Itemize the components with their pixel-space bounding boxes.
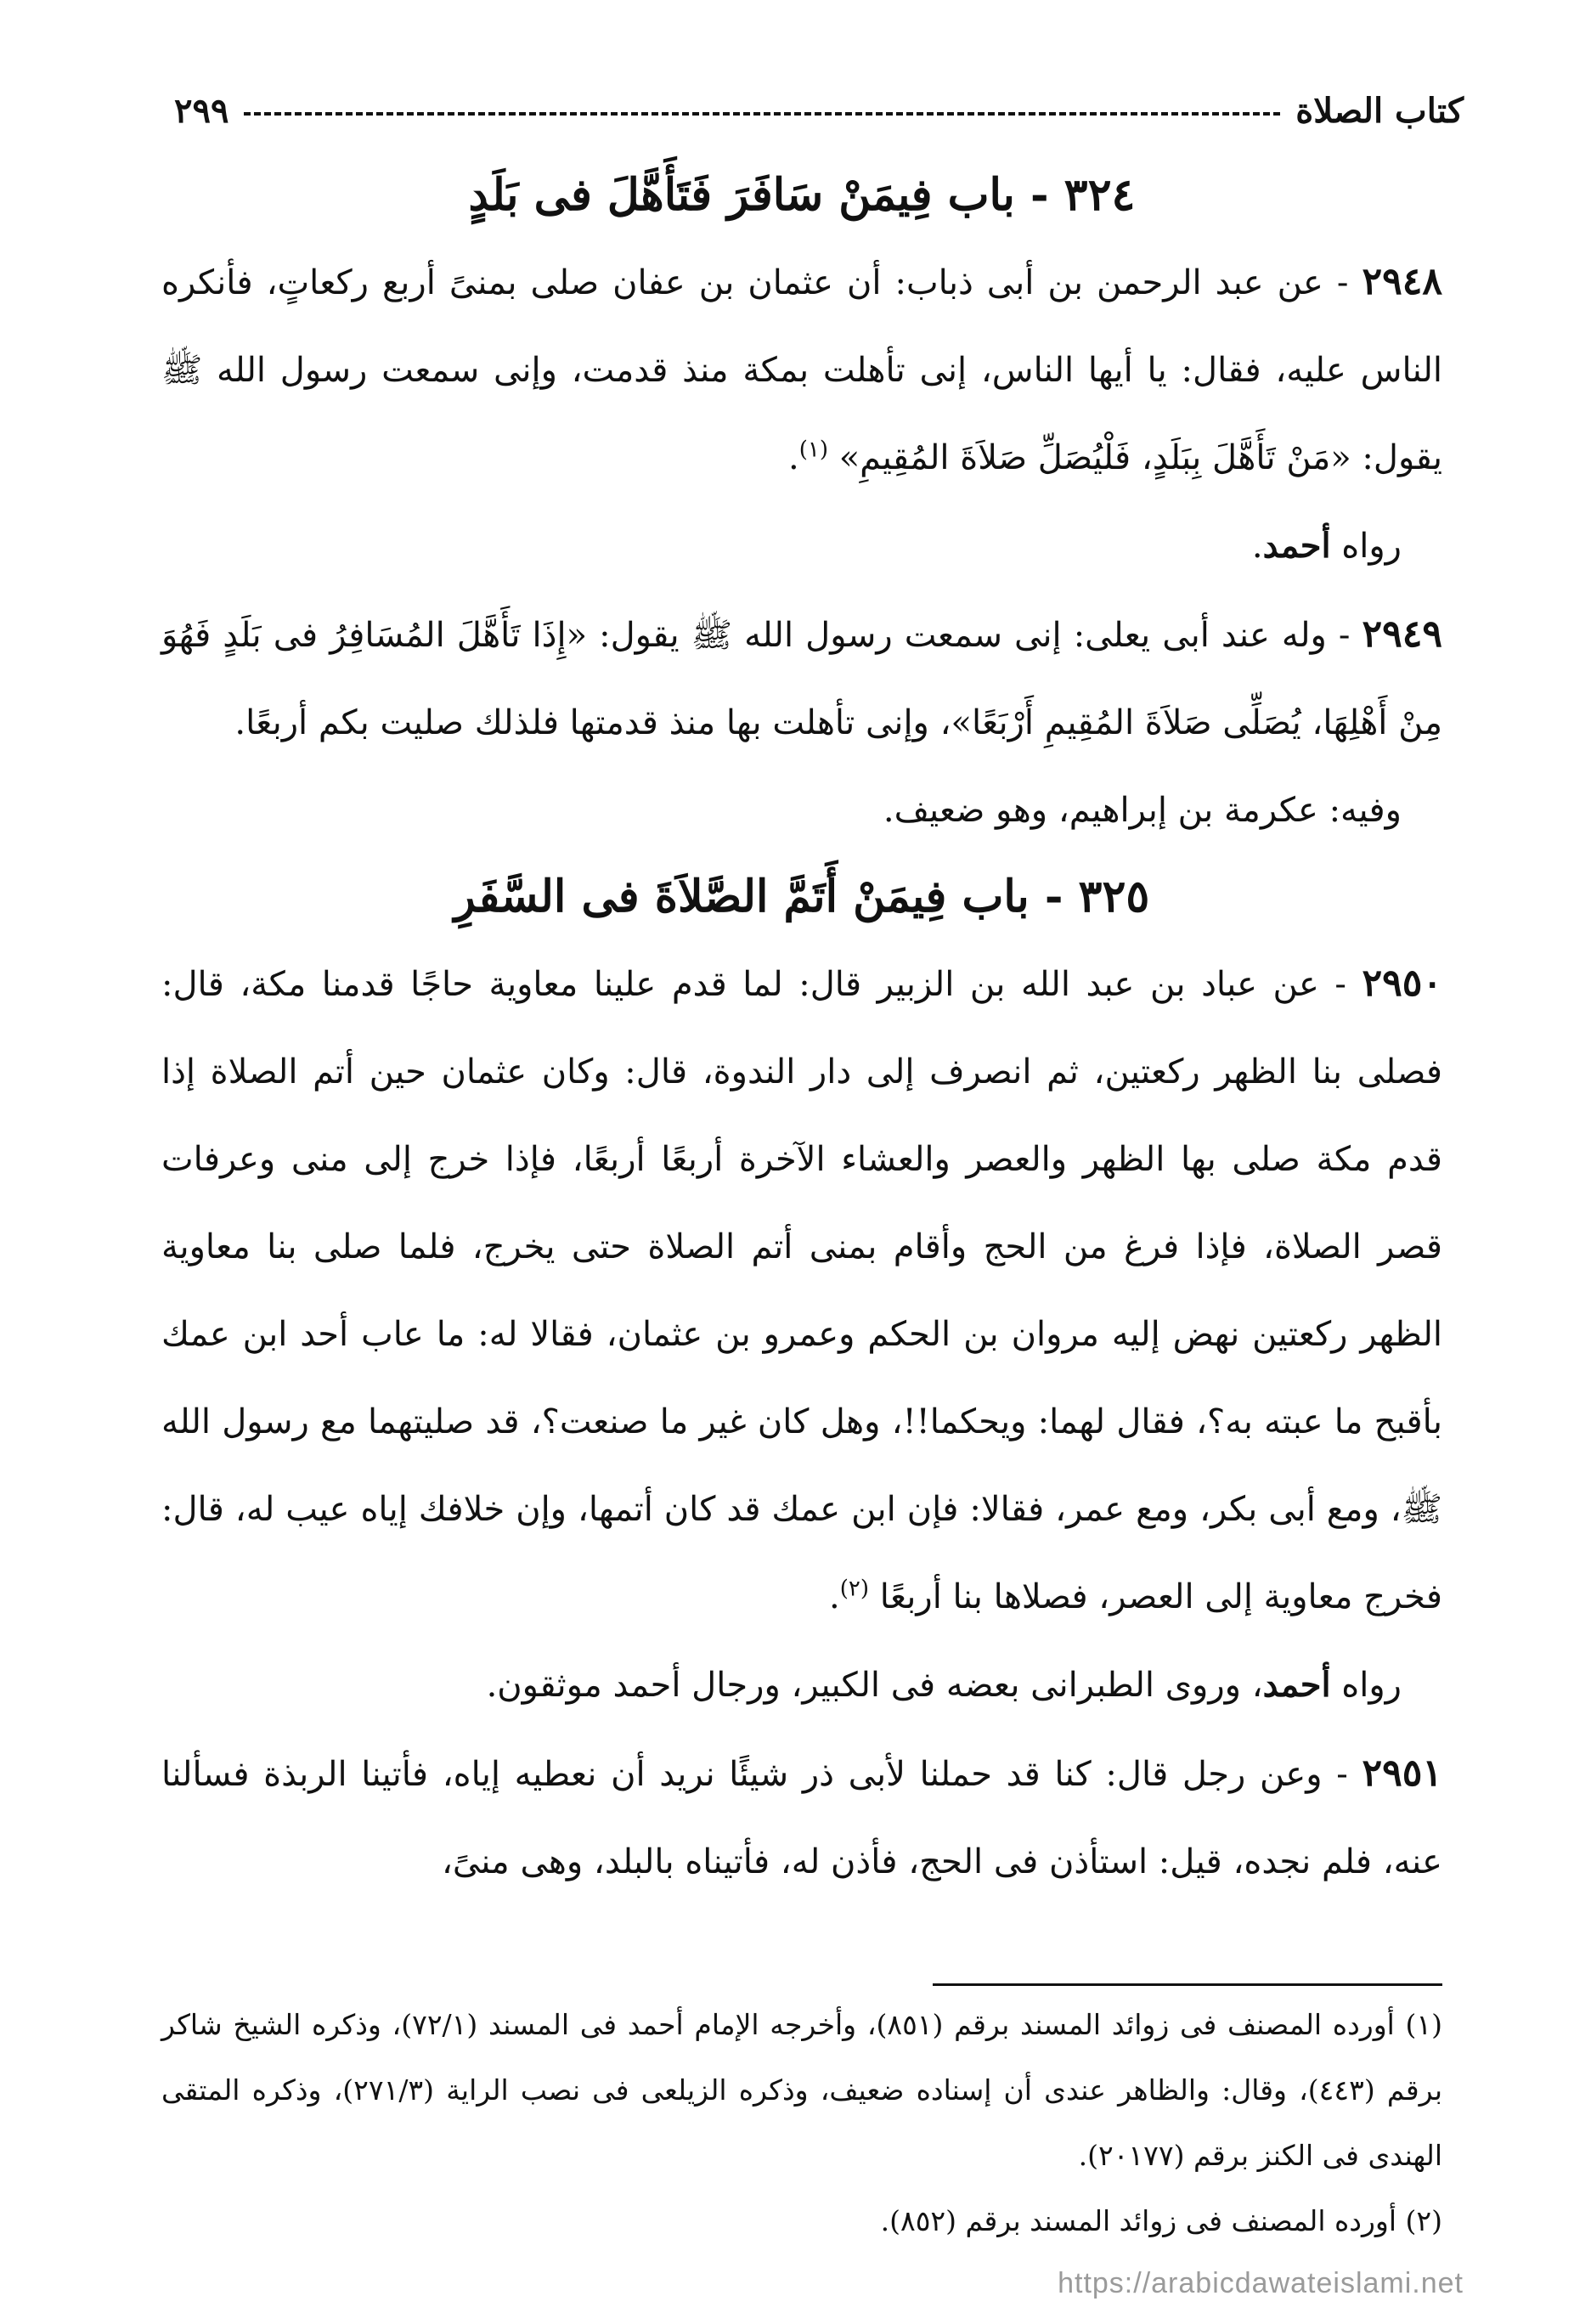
hadith-number: ٢٩٤٩ bbox=[1362, 612, 1442, 656]
running-header bbox=[174, 81, 1464, 140]
hadith-text: عن عباد بن عبد الله بن الزبير قال: لما قدم علينا معاوية حاجًا قدمنا مكة، قال: فصلى بنا الظهر ركعتين، ثم انصرف إلى دار الندوة، قال: وكان عثمان حين أتم الصلاة إذا قدم مكة صلى بها الظهر والعصر والعشاء الآخرة أربعًا أربعًا، فإذا خرج إلى منى وعرفات قصر الصلاة، فإذا فرغ من الحج وأقام بمنى أتم الصلاة حتى يخرج، فلما صلى بنا معاوية الظهر ركعتين نهض إليه مروان بن الحكم وعمرو بن عثمان، فقالا له: ما عاب أحد ابن عمك بأقبح ما عبته به؟، فقال لهما: ويحكما!!، وهل كان غير ما صنعت؟، قد صليتهما مع رسول الله ﷺ، ومع أبى بكر، ومع عمر، فقالا: فإن ابن عمك قد كان أتمها، وإن خلافك إياه عيب له، قال: فخرج معاوية إلى العصر، فصلاها بنا أربعًا bbox=[161, 965, 1443, 1616]
hadith-source bbox=[161, 502, 1442, 590]
hadith-2948: ٢٩٤٨ - عن عبد الرحمن بن أبى ذباب: أن عثمان بن عفان صلى بمنىً أربع ركعاتٍ، فأنكره الناس عليه، فقال: يا أيها الناس، إنى تأهلت بمكة منذ قدمت، وإنى سمعت رسول الله ﷺ يقول: «مَنْ تَأَهَّلَ بِبَلَدٍ، فَلْيُصَلِّ صَلاَةَ المُقِيمِ» $^{(١)}$. bbox=[161, 260, 1442, 477]
source-prefix: رواه bbox=[1341, 1666, 1402, 1705]
source-name: أحمد bbox=[1262, 526, 1331, 566]
hadith-2950: ٢٩٥٠ - عن عباد بن عبد الله بن الزبير قال: لما قدم علينا معاوية حاجًا قدمنا مكة، قال: فصلى بنا الظهر ركعتين، ثم انصرف إلى دار الندوة، قال: وكان عثمان حين أتم الصلاة إذا قدم مكة صلى بها الظهر والعصر والعشاء الآخرة أربعًا أربعًا، فإذا خرج إلى منى وعرفات قصر الصلاة، فإذا فرغ من الحج وأقام بمنى أتم الصلاة حتى يخرج، فلما صلى بنا معاوية الظهر ركعتين نهض إليه مروان بن الحكم وعمرو بن عثمان، فقالا له: ما عاب أحد ابن عمك بأقبح ما عبته به؟، فقال لهما: ويحكما!!، وهل كان غير ما صنعت؟، قد صليتهما مع رسول الله ﷺ، ومع أبى بكر، ومع عمر، فقالا: فإن ابن عمك قد كان أتمها، وإن خلافك إياه عيب له، قال: فخرج معاوية إلى العصر، فصلاها بنا أربعًا $^{(٢)}$. bbox=[161, 962, 1443, 1616]
chapter-heading-324: ٣٢٤ - باب فِيمَنْ سَافَرَ فَتَأَهَّلَ فى بَلَدٍ bbox=[468, 169, 1136, 221]
footnote-2: (٢) أورده المصنف فى زوائد المسند برقم (٨٥٢). bbox=[880, 2204, 1442, 2237]
source-rest: . bbox=[1251, 527, 1263, 566]
page-number: ٢٩٩ bbox=[174, 90, 229, 131]
watermark-url: https://arabicdawateislami.net bbox=[1058, 2267, 1464, 2299]
chapter-heading-325: ٣٢٥ - باب فِيمَنْ أَتَمَّ الصَّلاَةَ فى السَّفَرِ bbox=[454, 871, 1150, 922]
source-rest: ، وروى الطبرانى بعضه فى الكبير، ورجال أحمد موثقون. bbox=[486, 1666, 1263, 1705]
hadith-number: ٢٩٤٨ bbox=[1362, 260, 1442, 303]
footnote-1: (١) أورده المصنف فى زوائد المسند برقم (٨٥١)، وأخرجه الإمام أحمد فى المسند (٧٢/١)، وذكره الشيخ شاكر برقم (٤٤٣)، وقال: والظاهر عندى أن إسناده ضعيف، وذكره الزيلعى فى نصب الراية (٢٧١/٣)، وذكره المتقى الهندى فى الكنز برقم (٢٠١٧٧). bbox=[161, 2008, 1443, 2172]
hadith-2949: ٢٩٤٩ - وله عند أبى يعلى: إنى سمعت رسول الله ﷺ يقول: «إِذَا تَأَهَّلَ المُسَافِرُ فى بَلَدٍ فَهُوَ مِنْ أَهْلِهَا، يُصَلِّى صَلاَةَ المُقِيمِ أَرْبَعًا»، وإنى تأهلت بها منذ قدمتها فلذلك صليت بكم أربعًا. bbox=[161, 612, 1442, 742]
hadith-number: ٢٩٥١ bbox=[1362, 1751, 1443, 1795]
hadith-text: وعن رجل قال: كنا قد حملنا لأبى ذر شيئًا نريد أن نعطيه إياه، فأتينا الربذة فسألنا عنه، فلم نجده، قيل: استأذن فى الحج، فأذن له، فأتيناه بالبلد، وهى منىً، bbox=[161, 1755, 1442, 1881]
source-prefix: وفيه: عكرمة بن إبراهيم، وهو ضعيف. bbox=[883, 791, 1402, 830]
hadith-text: وله عند أبى يعلى: إنى سمعت رسول الله ﷺ يقول: «إِذَا تَأَهَّلَ المُسَافِرُ فى بَلَدٍ فَهُوَ مِنْ أَهْلِهَا، يُصَلِّى صَلاَةَ المُقِيمِ أَرْبَعًا»، وإنى تأهلت بها منذ قدمتها فلذلك صليت بكم أربعًا. bbox=[161, 616, 1442, 742]
hadith-text: عن عبد الرحمن بن أبى ذباب: أن عثمان بن عفان صلى بمنىً أربع ركعاتٍ، فأنكره الناس عليه، فقال: يا أيها الناس، إنى تأهلت بمكة منذ قدمت، وإنى سمعت رسول الله ﷺ يقول: «مَنْ تَأَهَّلَ بِبَلَدٍ، فَلْيُصَلِّ صَلاَةَ المُقِيمِ» bbox=[161, 263, 1442, 477]
footnote-separator bbox=[933, 1983, 1442, 1986]
hadith-2951: ٢٩٥١ - وعن رجل قال: كنا قد حملنا لأبى ذر شيئًا نريد أن نعطيه إياه، فأتينا الربذة فسألنا عنه، فلم نجده، قيل: استأذن فى الحج، فأذن له، فأتيناه بالبلد، وهى منىً، bbox=[161, 1751, 1443, 1881]
book-title: كتاب الصلاة bbox=[1295, 90, 1464, 131]
footnote-ref[interactable]: (٢) bbox=[839, 1576, 870, 1602]
hadith-source bbox=[161, 1641, 1442, 1729]
source-prefix: رواه bbox=[1341, 527, 1402, 566]
footnote-ref[interactable]: (١) bbox=[798, 437, 828, 463]
source-name: أحمد bbox=[1262, 1665, 1331, 1705]
hadith-source bbox=[161, 767, 1442, 855]
footnotes bbox=[161, 1992, 1442, 2253]
hadith-number: ٢٩٥٠ bbox=[1362, 962, 1443, 1005]
header-dash-rule bbox=[244, 112, 1280, 116]
main-text bbox=[161, 153, 1442, 1906]
